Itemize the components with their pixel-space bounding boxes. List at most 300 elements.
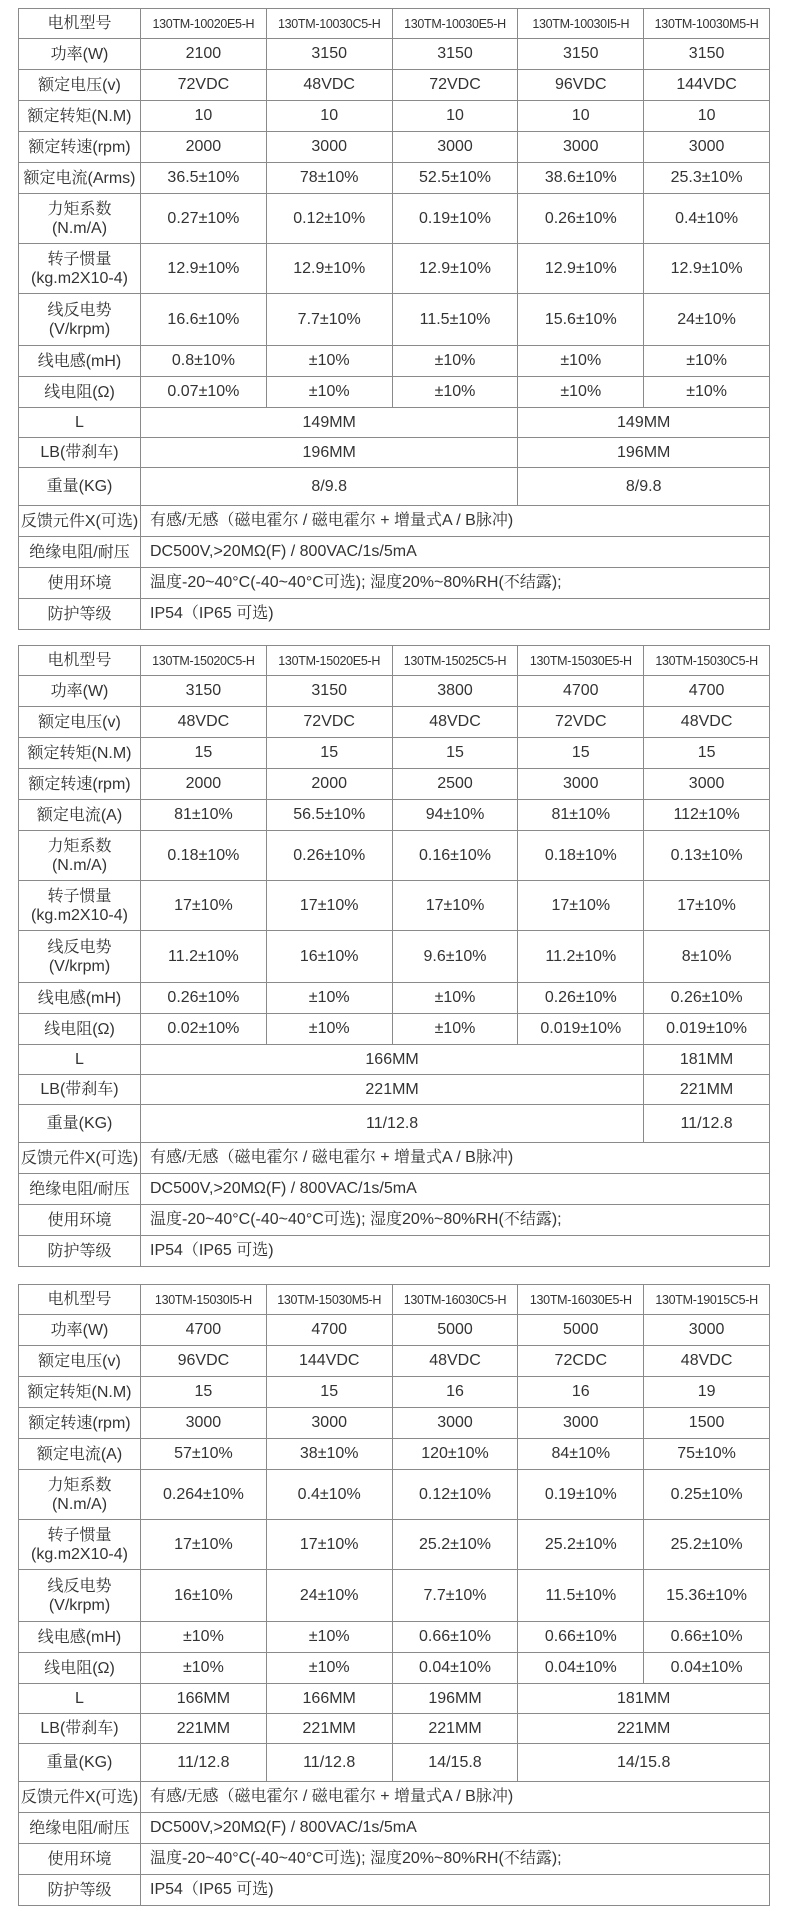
row-model	[19, 1285, 770, 1315]
row-insulation	[19, 537, 770, 568]
value-cell: 72VDC	[518, 707, 644, 738]
value-cell: 25.3±10%	[644, 163, 770, 194]
label-bemf-line1: 线反电势	[47, 938, 112, 956]
row-lb	[19, 438, 770, 468]
row-torque	[19, 1377, 770, 1408]
value-cell: 15	[141, 1377, 267, 1408]
value-cell: 3000	[266, 132, 392, 163]
label-resistance: 线电阻(Ω)	[19, 377, 141, 408]
value-cell: 16	[392, 1377, 518, 1408]
label-current: 额定电流(Arms)	[19, 163, 141, 194]
value-cell: 12.9±10%	[392, 244, 518, 294]
row-model	[19, 9, 770, 39]
value-cell: 221MM	[518, 1714, 770, 1744]
value-cell: 144VDC	[266, 1346, 392, 1377]
value-cell: IP54（IP65 可选)	[141, 1236, 770, 1267]
value-cell: 221MM	[141, 1075, 644, 1105]
row-feedback	[19, 1143, 770, 1174]
value-cell: 4700	[266, 1315, 392, 1346]
value-cell: 0.12±10%	[266, 194, 392, 244]
value-cell: 0.26±10%	[266, 831, 392, 881]
value-cell: 3150	[266, 676, 392, 707]
value-cell: 52.5±10%	[392, 163, 518, 194]
model-cell: 130TM-15030I5-H	[141, 1285, 267, 1315]
label-current: 额定电流(A)	[19, 1439, 141, 1470]
label-voltage: 额定电压(v)	[19, 1346, 141, 1377]
row-voltage	[19, 70, 770, 101]
value-cell: 0.12±10%	[392, 1470, 518, 1520]
value-cell: 221MM	[392, 1714, 518, 1744]
label-l: L	[19, 1045, 141, 1075]
value-cell: 3000	[392, 1408, 518, 1439]
label-kt-line2: (N.m/A)	[51, 856, 108, 874]
row-weight	[19, 1105, 770, 1143]
value-cell: 0.019±10%	[518, 1014, 644, 1045]
label-bemf-line2: (V/krpm)	[48, 320, 111, 338]
label-kt-line1: 力矩系数	[47, 200, 112, 218]
row-weight	[19, 468, 770, 506]
value-cell: 72VDC	[392, 70, 518, 101]
value-cell: 25.2±10%	[518, 1520, 644, 1570]
value-cell: 17±10%	[141, 881, 267, 931]
row-torque	[19, 738, 770, 769]
value-cell: ±10%	[266, 377, 392, 408]
value-cell: 3000	[644, 1315, 770, 1346]
row-resistance	[19, 1653, 770, 1684]
value-cell: 221MM	[141, 1714, 267, 1744]
value-cell: 2000	[141, 132, 267, 163]
value-cell: 112±10%	[644, 800, 770, 831]
value-cell: 5000	[518, 1315, 644, 1346]
value-cell: 7.7±10%	[266, 294, 392, 346]
value-cell: 0.04±10%	[392, 1653, 518, 1684]
label-torque: 额定转矩(N.M)	[19, 738, 141, 769]
value-cell: ±10%	[266, 1622, 392, 1653]
value-cell: 15	[392, 738, 518, 769]
value-cell: 181MM	[644, 1045, 770, 1075]
model-cell: 130TM-10030E5-H	[392, 9, 518, 39]
row-lb	[19, 1075, 770, 1105]
value-cell: 3000	[518, 769, 644, 800]
value-cell: DC500V,>20MΩ(F) / 800VAC/1s/5mA	[141, 1174, 770, 1205]
label-bemf	[19, 294, 141, 346]
value-cell: 10	[518, 101, 644, 132]
value-cell: 3000	[644, 769, 770, 800]
label-kt-line2: (N.m/A)	[51, 219, 108, 237]
row-protection	[19, 1236, 770, 1267]
label-model: 电机型号	[19, 9, 141, 39]
spec-table-3	[18, 1284, 770, 1906]
value-cell: 149MM	[518, 408, 770, 438]
model-cell: 130TM-10030C5-H	[266, 9, 392, 39]
label-inertia-line1: 转子惯量	[47, 250, 112, 268]
label-speed: 额定转速(rpm)	[19, 1408, 141, 1439]
label-protection: 防护等级	[19, 1236, 141, 1267]
row-feedback	[19, 1782, 770, 1813]
value-cell: 3000	[518, 132, 644, 163]
value-cell: 16	[518, 1377, 644, 1408]
value-cell: 48VDC	[644, 1346, 770, 1377]
row-l	[19, 1045, 770, 1075]
value-cell: 3150	[644, 39, 770, 70]
value-cell: 72CDC	[518, 1346, 644, 1377]
label-speed: 额定转速(rpm)	[19, 132, 141, 163]
value-cell: 7.7±10%	[392, 1570, 518, 1622]
row-bemf	[19, 1570, 770, 1622]
value-cell: 0.019±10%	[644, 1014, 770, 1045]
row-environment	[19, 1844, 770, 1875]
row-protection	[19, 599, 770, 630]
row-power	[19, 39, 770, 70]
value-cell: 78±10%	[266, 163, 392, 194]
value-cell: 166MM	[141, 1684, 267, 1714]
value-cell: 2000	[266, 769, 392, 800]
value-cell: 48VDC	[644, 707, 770, 738]
label-torque: 额定转矩(N.M)	[19, 101, 141, 132]
value-cell: 181MM	[518, 1684, 770, 1714]
spec-table-1	[18, 8, 770, 630]
value-cell: 10	[266, 101, 392, 132]
value-cell: 12.9±10%	[518, 244, 644, 294]
row-protection	[19, 1875, 770, 1906]
value-cell: 2100	[141, 39, 267, 70]
label-inductance: 线电感(mH)	[19, 983, 141, 1014]
value-cell: 3000	[392, 132, 518, 163]
value-cell: ±10%	[518, 377, 644, 408]
value-cell: 0.4±10%	[266, 1470, 392, 1520]
value-cell: 11.5±10%	[392, 294, 518, 346]
value-cell: 温度-20~40°C(-40~40°C可选); 湿度20%~80%RH(不结露);	[141, 1205, 770, 1236]
value-cell: 17±10%	[392, 881, 518, 931]
label-inertia-line1: 转子惯量	[47, 1526, 112, 1544]
value-cell: 0.66±10%	[392, 1622, 518, 1653]
value-cell: 0.18±10%	[141, 831, 267, 881]
label-inertia	[19, 881, 141, 931]
value-cell: 14/15.8	[518, 1744, 770, 1782]
value-cell: ±10%	[392, 1014, 518, 1045]
label-bemf	[19, 931, 141, 983]
value-cell: 有感/无感（磁电霍尔 / 磁电霍尔 + 增量式A / B脉冲)	[141, 1782, 770, 1813]
value-cell: 8±10%	[644, 931, 770, 983]
label-inertia	[19, 1520, 141, 1570]
value-cell: 温度-20~40°C(-40~40°C可选); 湿度20%~80%RH(不结露);	[141, 1844, 770, 1875]
value-cell: 15	[141, 738, 267, 769]
value-cell: 72VDC	[141, 70, 267, 101]
label-inductance: 线电感(mH)	[19, 1622, 141, 1653]
model-cell: 130TM-15020E5-H	[266, 646, 392, 676]
model-cell: 130TM-15030M5-H	[266, 1285, 392, 1315]
row-bemf	[19, 931, 770, 983]
row-speed	[19, 769, 770, 800]
value-cell: 0.02±10%	[141, 1014, 267, 1045]
label-voltage: 额定电压(v)	[19, 707, 141, 738]
model-cell: 130TM-10030I5-H	[518, 9, 644, 39]
model-cell: 130TM-15025C5-H	[392, 646, 518, 676]
value-cell: 15.6±10%	[518, 294, 644, 346]
value-cell: 3000	[266, 1408, 392, 1439]
value-cell: 4700	[644, 676, 770, 707]
row-current	[19, 1439, 770, 1470]
row-model	[19, 646, 770, 676]
value-cell: ±10%	[266, 983, 392, 1014]
value-cell: 38±10%	[266, 1439, 392, 1470]
row-feedback	[19, 506, 770, 537]
value-cell: 221MM	[266, 1714, 392, 1744]
value-cell: 11/12.8	[141, 1744, 267, 1782]
value-cell: 25.2±10%	[644, 1520, 770, 1570]
row-lb	[19, 1714, 770, 1744]
value-cell: 10	[392, 101, 518, 132]
value-cell: 120±10%	[392, 1439, 518, 1470]
label-protection: 防护等级	[19, 1875, 141, 1906]
label-feedback: 反馈元件X(可选)	[19, 1782, 141, 1813]
value-cell: 0.26±10%	[518, 983, 644, 1014]
value-cell: 3150	[266, 39, 392, 70]
row-inertia	[19, 881, 770, 931]
label-insulation: 绝缘电阻/耐压	[19, 537, 141, 568]
value-cell: 15	[266, 738, 392, 769]
value-cell: ±10%	[266, 346, 392, 377]
value-cell: 48VDC	[266, 70, 392, 101]
row-l	[19, 1684, 770, 1714]
value-cell: 5000	[392, 1315, 518, 1346]
label-kt-line2: (N.m/A)	[51, 1495, 108, 1513]
value-cell: ±10%	[266, 1653, 392, 1684]
value-cell: 75±10%	[644, 1439, 770, 1470]
value-cell: 81±10%	[141, 800, 267, 831]
value-cell: ±10%	[518, 346, 644, 377]
label-kt-line1: 力矩系数	[47, 1476, 112, 1494]
label-protection: 防护等级	[19, 599, 141, 630]
value-cell: 17±10%	[266, 881, 392, 931]
label-inertia-line2: (kg.m2X10-4)	[31, 1545, 128, 1563]
label-torque: 额定转矩(N.M)	[19, 1377, 141, 1408]
label-weight: 重量(KG)	[19, 1744, 141, 1782]
value-cell: 19	[644, 1377, 770, 1408]
row-kt	[19, 1470, 770, 1520]
value-cell: 0.8±10%	[141, 346, 267, 377]
label-bemf-line2: (V/krpm)	[48, 957, 111, 975]
value-cell: 11/12.8	[141, 1105, 644, 1143]
value-cell: 9.6±10%	[392, 931, 518, 983]
row-bemf	[19, 294, 770, 346]
value-cell: 0.16±10%	[392, 831, 518, 881]
label-l: L	[19, 408, 141, 438]
row-speed	[19, 1408, 770, 1439]
value-cell: 36.5±10%	[141, 163, 267, 194]
row-environment	[19, 568, 770, 599]
model-cell: 130TM-15020C5-H	[141, 646, 267, 676]
value-cell: 10	[644, 101, 770, 132]
value-cell: ±10%	[644, 346, 770, 377]
value-cell: 0.25±10%	[644, 1470, 770, 1520]
value-cell: 11.2±10%	[141, 931, 267, 983]
value-cell: 84±10%	[518, 1439, 644, 1470]
label-inductance: 线电感(mH)	[19, 346, 141, 377]
value-cell: 17±10%	[518, 881, 644, 931]
value-cell: 0.07±10%	[141, 377, 267, 408]
value-cell: ±10%	[644, 377, 770, 408]
label-inertia	[19, 244, 141, 294]
label-weight: 重量(KG)	[19, 1105, 141, 1143]
value-cell: 17±10%	[266, 1520, 392, 1570]
value-cell: 94±10%	[392, 800, 518, 831]
label-model: 电机型号	[19, 646, 141, 676]
label-insulation: 绝缘电阻/耐压	[19, 1174, 141, 1205]
value-cell: 149MM	[141, 408, 518, 438]
value-cell: 16±10%	[266, 931, 392, 983]
row-power	[19, 676, 770, 707]
label-resistance: 线电阻(Ω)	[19, 1014, 141, 1045]
model-cell: 130TM-16030C5-H	[392, 1285, 518, 1315]
value-cell: IP54（IP65 可选)	[141, 599, 770, 630]
value-cell: 温度-20~40°C(-40~40°C可选); 湿度20%~80%RH(不结露);	[141, 568, 770, 599]
row-inductance	[19, 983, 770, 1014]
value-cell: 3800	[392, 676, 518, 707]
label-voltage: 额定电压(v)	[19, 70, 141, 101]
model-cell: 130TM-15030C5-H	[644, 646, 770, 676]
value-cell: 3150	[392, 39, 518, 70]
value-cell: 16.6±10%	[141, 294, 267, 346]
value-cell: 0.13±10%	[644, 831, 770, 881]
value-cell: 1500	[644, 1408, 770, 1439]
value-cell: DC500V,>20MΩ(F) / 800VAC/1s/5mA	[141, 1813, 770, 1844]
value-cell: 0.26±10%	[518, 194, 644, 244]
row-environment	[19, 1205, 770, 1236]
label-environment: 使用环境	[19, 1205, 141, 1236]
label-bemf-line1: 线反电势	[47, 1577, 112, 1595]
value-cell: 0.04±10%	[518, 1653, 644, 1684]
value-cell: 11/12.8	[266, 1744, 392, 1782]
value-cell: 0.19±10%	[392, 194, 518, 244]
value-cell: 0.264±10%	[141, 1470, 267, 1520]
label-lb: LB(带刹车)	[19, 1075, 141, 1105]
value-cell: ±10%	[141, 1622, 267, 1653]
value-cell: ±10%	[266, 1014, 392, 1045]
value-cell: 17±10%	[644, 881, 770, 931]
value-cell: 56.5±10%	[266, 800, 392, 831]
label-inertia-line2: (kg.m2X10-4)	[31, 906, 128, 924]
value-cell: 11.5±10%	[518, 1570, 644, 1622]
value-cell: 15	[266, 1377, 392, 1408]
value-cell: 3150	[518, 39, 644, 70]
label-weight: 重量(KG)	[19, 468, 141, 506]
value-cell: 4700	[518, 676, 644, 707]
value-cell: 166MM	[266, 1684, 392, 1714]
row-kt	[19, 831, 770, 881]
row-speed	[19, 132, 770, 163]
value-cell: 11.2±10%	[518, 931, 644, 983]
row-weight	[19, 1744, 770, 1782]
value-cell: 0.18±10%	[518, 831, 644, 881]
row-torque	[19, 101, 770, 132]
value-cell: 3000	[518, 1408, 644, 1439]
label-insulation: 绝缘电阻/耐压	[19, 1813, 141, 1844]
value-cell: 96VDC	[518, 70, 644, 101]
model-cell: 130TM-10030M5-H	[644, 9, 770, 39]
value-cell: 144VDC	[644, 70, 770, 101]
value-cell: IP54（IP65 可选)	[141, 1875, 770, 1906]
value-cell: 17±10%	[141, 1520, 267, 1570]
value-cell: 8/9.8	[141, 468, 518, 506]
value-cell: 72VDC	[266, 707, 392, 738]
row-inductance	[19, 1622, 770, 1653]
label-feedback: 反馈元件X(可选)	[19, 506, 141, 537]
value-cell: 96VDC	[141, 1346, 267, 1377]
label-feedback: 反馈元件X(可选)	[19, 1143, 141, 1174]
value-cell: 48VDC	[141, 707, 267, 738]
label-inertia-line2: (kg.m2X10-4)	[31, 269, 128, 287]
value-cell: 12.9±10%	[266, 244, 392, 294]
value-cell: ±10%	[392, 377, 518, 408]
row-inertia	[19, 1520, 770, 1570]
row-insulation	[19, 1813, 770, 1844]
value-cell: 0.04±10%	[644, 1653, 770, 1684]
label-kt	[19, 194, 141, 244]
value-cell: 15	[518, 738, 644, 769]
label-lb: LB(带刹车)	[19, 438, 141, 468]
value-cell: 12.9±10%	[141, 244, 267, 294]
model-cell: 130TM-16030E5-H	[518, 1285, 644, 1315]
row-voltage	[19, 1346, 770, 1377]
value-cell: 15.36±10%	[644, 1570, 770, 1622]
value-cell: 11/12.8	[644, 1105, 770, 1143]
value-cell: 有感/无感（磁电霍尔 / 磁电霍尔 + 增量式A / B脉冲)	[141, 506, 770, 537]
model-cell: 130TM-19015C5-H	[644, 1285, 770, 1315]
value-cell: 24±10%	[644, 294, 770, 346]
value-cell: 0.66±10%	[644, 1622, 770, 1653]
value-cell: 57±10%	[141, 1439, 267, 1470]
label-kt	[19, 831, 141, 881]
label-speed: 额定转速(rpm)	[19, 769, 141, 800]
model-cell: 130TM-15030E5-H	[518, 646, 644, 676]
model-cell: 130TM-10020E5-H	[141, 9, 267, 39]
row-inertia	[19, 244, 770, 294]
value-cell: 24±10%	[266, 1570, 392, 1622]
value-cell: 166MM	[141, 1045, 644, 1075]
value-cell: 0.27±10%	[141, 194, 267, 244]
label-inertia-line1: 转子惯量	[47, 887, 112, 905]
row-voltage	[19, 707, 770, 738]
value-cell: 196MM	[518, 438, 770, 468]
label-environment: 使用环境	[19, 1844, 141, 1875]
value-cell: 48VDC	[392, 1346, 518, 1377]
value-cell: 0.66±10%	[518, 1622, 644, 1653]
label-resistance: 线电阻(Ω)	[19, 1653, 141, 1684]
value-cell: 196MM	[141, 438, 518, 468]
value-cell: 196MM	[392, 1684, 518, 1714]
value-cell: 25.2±10%	[392, 1520, 518, 1570]
label-kt-line1: 力矩系数	[47, 837, 112, 855]
value-cell: DC500V,>20MΩ(F) / 800VAC/1s/5mA	[141, 537, 770, 568]
label-l: L	[19, 1684, 141, 1714]
row-insulation	[19, 1174, 770, 1205]
value-cell: 14/15.8	[392, 1744, 518, 1782]
label-power: 功率(W)	[19, 39, 141, 70]
row-power	[19, 1315, 770, 1346]
value-cell: 0.4±10%	[644, 194, 770, 244]
value-cell: 221MM	[644, 1075, 770, 1105]
row-resistance	[19, 1014, 770, 1045]
row-inductance	[19, 346, 770, 377]
value-cell: 48VDC	[392, 707, 518, 738]
value-cell: 有感/无感（磁电霍尔 / 磁电霍尔 + 增量式A / B脉冲)	[141, 1143, 770, 1174]
label-current: 额定电流(A)	[19, 800, 141, 831]
row-current	[19, 163, 770, 194]
label-power: 功率(W)	[19, 1315, 141, 1346]
value-cell: 0.26±10%	[141, 983, 267, 1014]
spec-table-2	[18, 645, 770, 1267]
